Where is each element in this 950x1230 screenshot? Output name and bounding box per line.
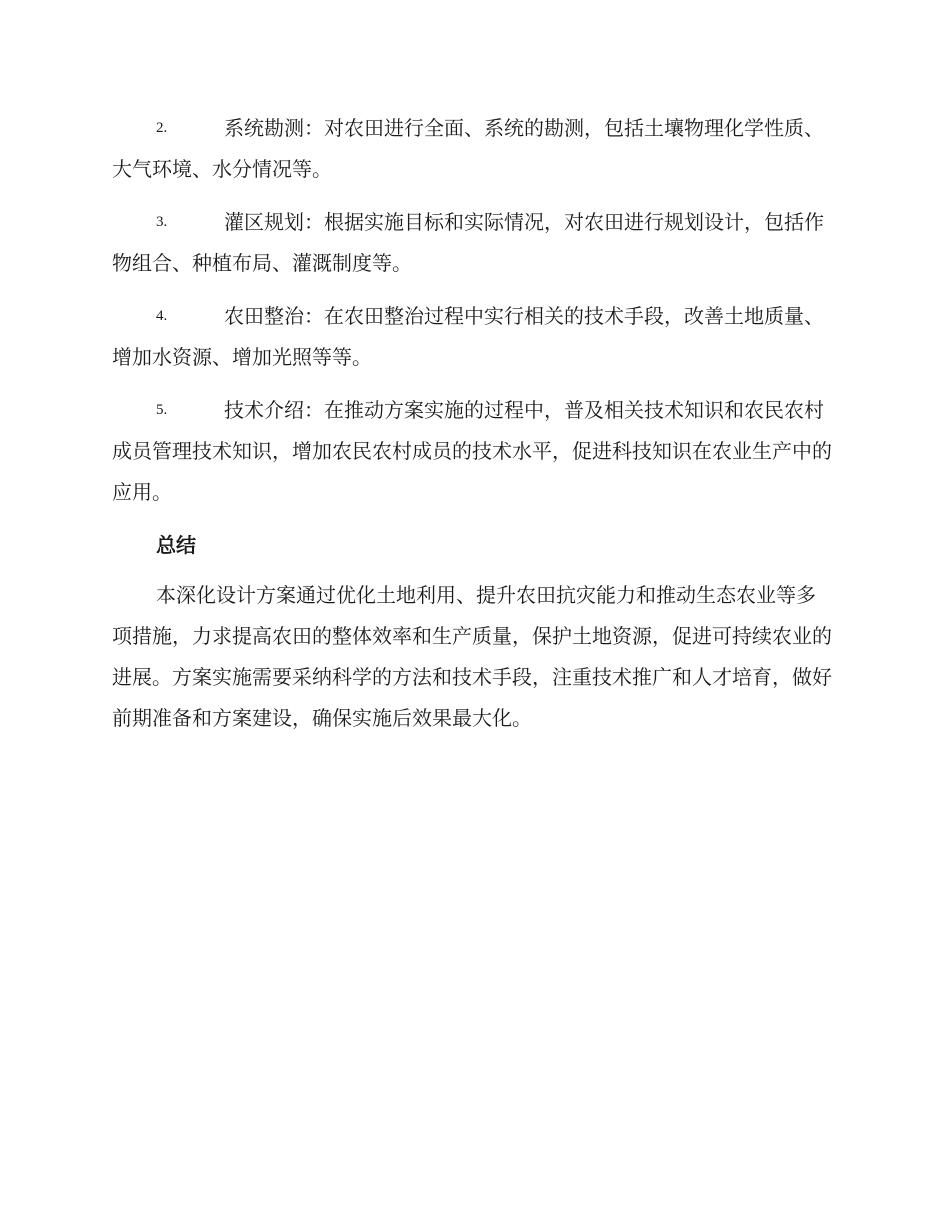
list-item-text: 农田整治：在农田整治过程中实行相关的技术手段，改善土地质量、增加水资源、增加光照等等。 bbox=[112, 304, 824, 369]
list-item-number: 5. bbox=[156, 402, 168, 418]
list-item bbox=[112, 296, 834, 378]
list-item-number: 2. bbox=[156, 120, 168, 136]
list-item bbox=[112, 202, 834, 284]
list-item-number: 4. bbox=[156, 308, 168, 324]
list-item-text: 系统勘测：对农田进行全面、系统的勘测，包括土壤物理化学性质、大气环境、水分情况等。 bbox=[112, 116, 824, 181]
document-content bbox=[112, 108, 834, 739]
list-item-text: 灌区规划：根据实施目标和实际情况，对农田进行规划设计，包括作物组合、种植布局、灌溉制度等。 bbox=[112, 210, 824, 275]
summary-paragraph: 本深化设计方案通过优化土地利用、提升农田抗灾能力和推动生态农业等多项措施，力求提高农田的整体效率和生产质量，保护土地资源，促进可持续农业的进展。方案实施需要采纳科学的方法和技术手段，注重技术推广和人才培育，做好前期准备和方案建设，确保实施后效果最大化。 bbox=[112, 583, 832, 730]
list-item-text: 技术介绍：在推动方案实施的过程中，普及相关技术知识和农民农村成员管理技术知识，增加农民农村成员的技术水平，促进科技知识在农业生产中的应用。 bbox=[112, 398, 832, 504]
list-item bbox=[112, 390, 834, 513]
list-item-number: 3. bbox=[156, 214, 168, 230]
summary-heading: 总结 bbox=[156, 533, 196, 557]
list-item bbox=[112, 108, 834, 190]
